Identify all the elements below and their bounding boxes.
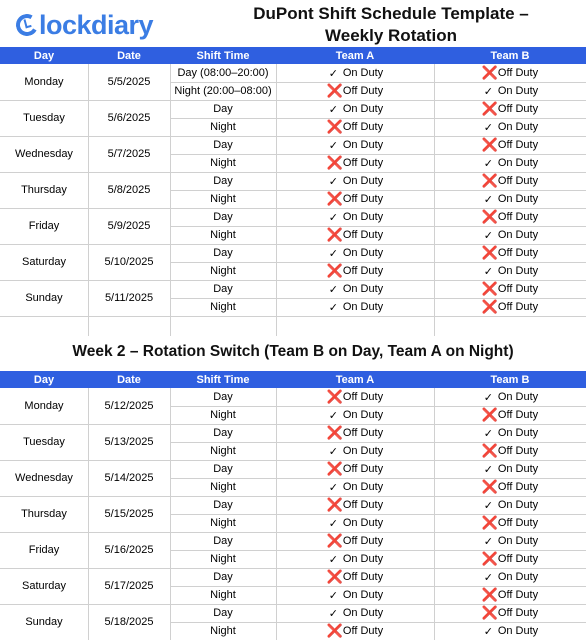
date-cell: 5/16/2025 [104, 544, 154, 556]
team-a-status-cell[interactable] [276, 496, 434, 514]
check-icon: ✓ [483, 265, 493, 278]
duty-status-text: On Duty [497, 391, 539, 403]
cross-icon: ❌ [326, 569, 344, 584]
team-a-status-cell[interactable] [276, 298, 434, 316]
duty-status-text: Off Duty [497, 67, 539, 79]
shift-time-cell: Night [210, 301, 236, 313]
check-icon: ✓ [483, 157, 493, 170]
team-a-status-cell[interactable] [276, 550, 434, 568]
team-a-status-cell[interactable] [276, 604, 434, 622]
team-a-status-cell[interactable] [276, 64, 434, 82]
duty-status-text: On Duty [342, 607, 384, 619]
duty-status-text: Off Duty [497, 517, 539, 529]
duty-status-text: Off Duty [497, 247, 539, 259]
day-name-cell: Monday [24, 76, 64, 88]
clockdiary-logo[interactable] [16, 8, 153, 42]
team-a-status-cell[interactable] [276, 172, 434, 190]
day-name-cell: Tuesday [23, 112, 65, 124]
duty-status-text: Off Duty [342, 499, 384, 511]
grid-line [88, 316, 89, 334]
duty-status-text: Off Duty [497, 445, 539, 457]
grid-line [170, 82, 586, 83]
day-name-cell: Wednesday [15, 148, 73, 160]
shift-time-cell: Day [213, 463, 233, 475]
date-cell: 5/7/2025 [107, 148, 151, 160]
team-b-status-cell[interactable] [434, 604, 586, 622]
team-a-status-cell[interactable] [276, 460, 434, 478]
team-a-status-cell[interactable] [276, 118, 434, 136]
duty-status-text: Off Duty [342, 463, 384, 475]
grid-line [434, 316, 435, 334]
duty-status-text: Off Duty [497, 589, 539, 601]
cross-icon: ❌ [481, 101, 499, 116]
team-b-status-cell[interactable] [434, 244, 586, 262]
grid-line [276, 316, 277, 334]
duty-status-text: On Duty [497, 535, 539, 547]
duty-status-text: Off Duty [497, 211, 539, 223]
grid-line [170, 190, 586, 191]
duty-status-text: On Duty [497, 85, 539, 97]
cross-icon: ❌ [326, 155, 344, 170]
duty-status-text: Off Duty [342, 625, 384, 637]
team-b-status-cell[interactable] [434, 622, 586, 640]
shift-time-cell: Night (20:00–08:00) [174, 85, 272, 97]
duty-status-text: Off Duty [342, 427, 384, 439]
duty-status-text: Off Duty [342, 85, 384, 97]
duty-status-text: On Duty [497, 571, 539, 583]
cross-icon: ❌ [481, 65, 499, 80]
grid-line [170, 622, 586, 623]
duty-status-text: On Duty [342, 553, 384, 565]
grid-line [170, 550, 586, 551]
date-cell: 5/5/2025 [107, 76, 151, 88]
duty-status-text: On Duty [497, 121, 539, 133]
cross-icon: ❌ [326, 191, 344, 206]
duty-status-text: Off Duty [497, 175, 539, 187]
cross-icon: ❌ [481, 407, 499, 422]
date-cell: 5/11/2025 [104, 292, 154, 304]
grid-line [170, 262, 586, 263]
cross-icon: ❌ [326, 425, 344, 440]
page-title-line1: DuPont Shift Schedule Template – [253, 4, 529, 23]
grid-line [170, 586, 586, 587]
shift-time-cell: Day [213, 571, 233, 583]
team-a-status-cell[interactable] [276, 190, 434, 208]
team-b-status-cell[interactable] [434, 424, 586, 442]
check-icon: ✓ [483, 193, 493, 206]
date-cell: 5/6/2025 [107, 112, 151, 124]
duty-status-text: Off Duty [497, 481, 539, 493]
day-name-cell: Tuesday [23, 436, 65, 448]
duty-status-text: Off Duty [342, 121, 384, 133]
team-b-status-cell[interactable] [434, 154, 586, 172]
cross-icon: ❌ [326, 227, 344, 242]
day-name-cell: Saturday [21, 580, 67, 592]
shift-time-cell: Day [213, 139, 233, 151]
team-a-status-cell[interactable] [276, 532, 434, 550]
team-b-status-cell[interactable] [434, 280, 586, 298]
shift-time-cell: Day [213, 535, 233, 547]
team-a-status-cell[interactable] [276, 442, 434, 460]
team-a-status-cell[interactable] [276, 100, 434, 118]
duty-status-text: On Duty [342, 283, 384, 295]
duty-status-text: Off Duty [497, 409, 539, 421]
team-b-status-cell[interactable] [434, 532, 586, 550]
date-cell: 5/17/2025 [104, 580, 154, 592]
check-icon: ✓ [328, 481, 338, 494]
shift-time-cell: Night [210, 121, 236, 133]
header-team-a: Team A [276, 371, 434, 388]
duty-status-text: On Duty [342, 139, 384, 151]
header-team-b: Team B [434, 47, 586, 64]
check-icon: ✓ [483, 571, 493, 584]
date-cell: 5/15/2025 [104, 508, 154, 520]
shift-time-cell: Day [213, 499, 233, 511]
shift-time-cell: Night [210, 265, 236, 277]
cross-icon: ❌ [326, 623, 344, 638]
team-b-status-cell[interactable] [434, 460, 586, 478]
header-shift-time: Shift Time [170, 47, 276, 64]
logo-text: lockdiary [39, 9, 154, 40]
duty-status-text: Off Duty [342, 391, 384, 403]
team-a-status-cell[interactable] [276, 136, 434, 154]
check-icon: ✓ [328, 409, 338, 422]
check-icon: ✓ [483, 499, 493, 512]
team-a-status-cell[interactable] [276, 424, 434, 442]
team-a-status-cell[interactable] [276, 208, 434, 226]
check-icon: ✓ [328, 175, 338, 188]
day-name-cell: Thursday [21, 184, 67, 196]
check-icon: ✓ [328, 589, 338, 602]
duty-status-text: On Duty [342, 589, 384, 601]
cross-icon: ❌ [481, 587, 499, 602]
shift-time-cell: Night [210, 517, 236, 529]
date-cell: 5/12/2025 [104, 400, 154, 412]
team-b-status-cell[interactable] [434, 406, 586, 424]
clock-c-icon [14, 12, 41, 39]
team-b-status-cell[interactable] [434, 136, 586, 154]
shift-time-cell: Night [210, 481, 236, 493]
grid-line [88, 64, 89, 336]
duty-status-text: On Duty [497, 265, 539, 277]
date-cell: 5/18/2025 [104, 616, 154, 628]
grid-line [276, 64, 277, 336]
duty-status-text: On Duty [497, 625, 539, 637]
check-icon: ✓ [483, 535, 493, 548]
shift-time-cell: Night [210, 553, 236, 565]
team-b-status-cell[interactable] [434, 100, 586, 118]
duty-status-text: On Duty [497, 427, 539, 439]
cross-icon: ❌ [481, 209, 499, 224]
duty-status-text: Off Duty [497, 283, 539, 295]
cross-icon: ❌ [481, 299, 499, 314]
cross-icon: ❌ [481, 281, 499, 296]
check-icon: ✓ [328, 103, 338, 116]
team-b-status-cell[interactable] [434, 298, 586, 316]
cross-icon: ❌ [326, 263, 344, 278]
shift-time-cell: Night [210, 157, 236, 169]
team-a-status-cell[interactable] [276, 406, 434, 424]
check-icon: ✓ [328, 211, 338, 224]
duty-status-text: Off Duty [497, 607, 539, 619]
team-b-status-cell[interactable] [434, 586, 586, 604]
duty-status-text: On Duty [497, 499, 539, 511]
team-b-status-cell[interactable] [434, 550, 586, 568]
duty-status-text: On Duty [342, 409, 384, 421]
team-b-status-cell[interactable] [434, 190, 586, 208]
day-name-cell: Sunday [25, 292, 63, 304]
grid-line [434, 64, 435, 336]
day-name-cell: Sunday [25, 616, 63, 628]
duty-status-text: On Duty [342, 103, 384, 115]
shift-time-cell: Day (08:00–20:00) [177, 67, 269, 79]
team-b-status-cell[interactable] [434, 514, 586, 532]
check-icon: ✓ [483, 85, 493, 98]
duty-status-text: On Duty [342, 175, 384, 187]
header-shift-time: Shift Time [170, 371, 276, 388]
cross-icon: ❌ [481, 551, 499, 566]
team-a-status-cell[interactable] [276, 514, 434, 532]
check-icon: ✓ [328, 607, 338, 620]
team-a-status-cell[interactable] [276, 244, 434, 262]
duty-status-text: On Duty [342, 301, 384, 313]
check-icon: ✓ [328, 283, 338, 296]
grid-line [170, 442, 586, 443]
shift-time-cell: Day [213, 175, 233, 187]
cross-icon: ❌ [326, 461, 344, 476]
team-b-status-cell[interactable] [434, 262, 586, 280]
team-a-status-cell[interactable] [276, 280, 434, 298]
cross-icon: ❌ [326, 497, 344, 512]
check-icon: ✓ [328, 247, 338, 260]
cross-icon: ❌ [326, 533, 344, 548]
team-a-status-cell[interactable] [276, 226, 434, 244]
team-a-status-cell[interactable] [276, 388, 434, 406]
duty-status-text: On Duty [497, 157, 539, 169]
date-cell: 5/13/2025 [104, 436, 154, 448]
shift-time-cell: Night [210, 229, 236, 241]
shift-time-cell: Day [213, 283, 233, 295]
grid-line [434, 388, 435, 640]
shift-time-cell: Day [213, 391, 233, 403]
team-b-status-cell[interactable] [434, 568, 586, 586]
team-b-status-cell[interactable] [434, 388, 586, 406]
check-icon: ✓ [328, 301, 338, 314]
team-b-status-cell[interactable] [434, 118, 586, 136]
duty-status-text: Off Duty [342, 535, 384, 547]
date-cell: 5/14/2025 [104, 472, 154, 484]
day-name-cell: Monday [24, 400, 64, 412]
duty-status-text: On Duty [497, 229, 539, 241]
team-a-status-cell[interactable] [276, 154, 434, 172]
cross-icon: ❌ [481, 245, 499, 260]
day-name-cell: Thursday [21, 508, 67, 520]
team-a-status-cell[interactable] [276, 478, 434, 496]
team-a-status-cell[interactable] [276, 586, 434, 604]
date-cell: 5/9/2025 [107, 220, 151, 232]
cross-icon: ❌ [326, 389, 344, 404]
duty-status-text: On Duty [342, 445, 384, 457]
shift-time-cell: Day [213, 607, 233, 619]
check-icon: ✓ [483, 391, 493, 404]
check-icon: ✓ [483, 625, 493, 638]
grid-line [170, 316, 171, 334]
day-name-cell: Friday [28, 220, 60, 232]
day-name-cell: Saturday [21, 256, 67, 268]
cross-icon: ❌ [481, 443, 499, 458]
check-icon: ✓ [328, 553, 338, 566]
check-icon: ✓ [328, 67, 338, 80]
grid-line [170, 298, 586, 299]
duty-status-text: Off Duty [342, 193, 384, 205]
header-date: Date [88, 371, 170, 388]
shift-time-cell: Night [210, 625, 236, 637]
cross-icon: ❌ [481, 173, 499, 188]
shift-time-cell: Night [210, 589, 236, 601]
date-cell: 5/8/2025 [107, 184, 151, 196]
shift-time-cell: Day [213, 103, 233, 115]
team-a-status-cell[interactable] [276, 568, 434, 586]
grid-line [170, 226, 586, 227]
team-b-status-cell[interactable] [434, 442, 586, 460]
shift-time-cell: Night [210, 445, 236, 457]
team-b-status-cell[interactable] [434, 226, 586, 244]
duty-status-text: On Duty [342, 67, 384, 79]
header-day: Day [0, 371, 88, 388]
cross-icon: ❌ [481, 479, 499, 494]
duty-status-text: On Duty [342, 211, 384, 223]
grid-line [170, 388, 171, 640]
team-b-status-cell[interactable] [434, 82, 586, 100]
check-icon: ✓ [483, 229, 493, 242]
header-team-a: Team A [276, 47, 434, 64]
duty-status-text: Off Duty [342, 229, 384, 241]
team-a-status-cell[interactable] [276, 262, 434, 280]
check-icon: ✓ [328, 517, 338, 530]
header-date: Date [88, 47, 170, 64]
shift-time-cell: Day [213, 247, 233, 259]
team-b-status-cell[interactable] [434, 208, 586, 226]
team-b-status-cell[interactable] [434, 496, 586, 514]
check-icon: ✓ [483, 427, 493, 440]
header-day: Day [0, 47, 88, 64]
team-b-status-cell[interactable] [434, 172, 586, 190]
week2-title: Week 2 – Rotation Switch (Team B on Day, Team A on Night) [72, 343, 514, 360]
team-a-status-cell[interactable] [276, 622, 434, 640]
grid-line [170, 154, 586, 155]
day-name-cell: Wednesday [15, 472, 73, 484]
grid-line [88, 388, 89, 640]
duty-status-text: Off Duty [497, 103, 539, 115]
grid-line [170, 406, 586, 407]
check-icon: ✓ [483, 463, 493, 476]
duty-status-text: Off Duty [497, 301, 539, 313]
day-name-cell: Friday [28, 544, 60, 556]
grid-line [170, 478, 586, 479]
shift-time-cell: Night [210, 409, 236, 421]
grid-line [276, 388, 277, 640]
cross-icon: ❌ [326, 83, 344, 98]
date-cell: 5/10/2025 [104, 256, 154, 268]
grid-line [170, 118, 586, 119]
cross-icon: ❌ [481, 515, 499, 530]
duty-status-text: On Duty [342, 247, 384, 259]
duty-status-text: On Duty [342, 481, 384, 493]
duty-status-text: On Duty [497, 193, 539, 205]
shift-time-cell: Day [213, 211, 233, 223]
duty-status-text: Off Duty [342, 157, 384, 169]
duty-status-text: On Duty [342, 517, 384, 529]
check-icon: ✓ [483, 121, 493, 134]
duty-status-text: On Duty [497, 463, 539, 475]
cross-icon: ❌ [326, 119, 344, 134]
team-a-status-cell[interactable] [276, 82, 434, 100]
grid-line [170, 514, 586, 515]
duty-status-text: Off Duty [342, 265, 384, 277]
duty-status-text: Off Duty [497, 139, 539, 151]
team-b-status-cell[interactable] [434, 64, 586, 82]
shift-time-cell: Night [210, 193, 236, 205]
shift-time-cell: Day [213, 427, 233, 439]
grid-line [170, 64, 171, 336]
cross-icon: ❌ [481, 137, 499, 152]
team-b-status-cell[interactable] [434, 478, 586, 496]
page-title-line2: Weekly Rotation [325, 26, 457, 45]
check-icon: ✓ [328, 139, 338, 152]
check-icon: ✓ [328, 445, 338, 458]
header-team-b: Team B [434, 371, 586, 388]
cross-icon: ❌ [481, 605, 499, 620]
duty-status-text: Off Duty [342, 571, 384, 583]
duty-status-text: Off Duty [497, 553, 539, 565]
